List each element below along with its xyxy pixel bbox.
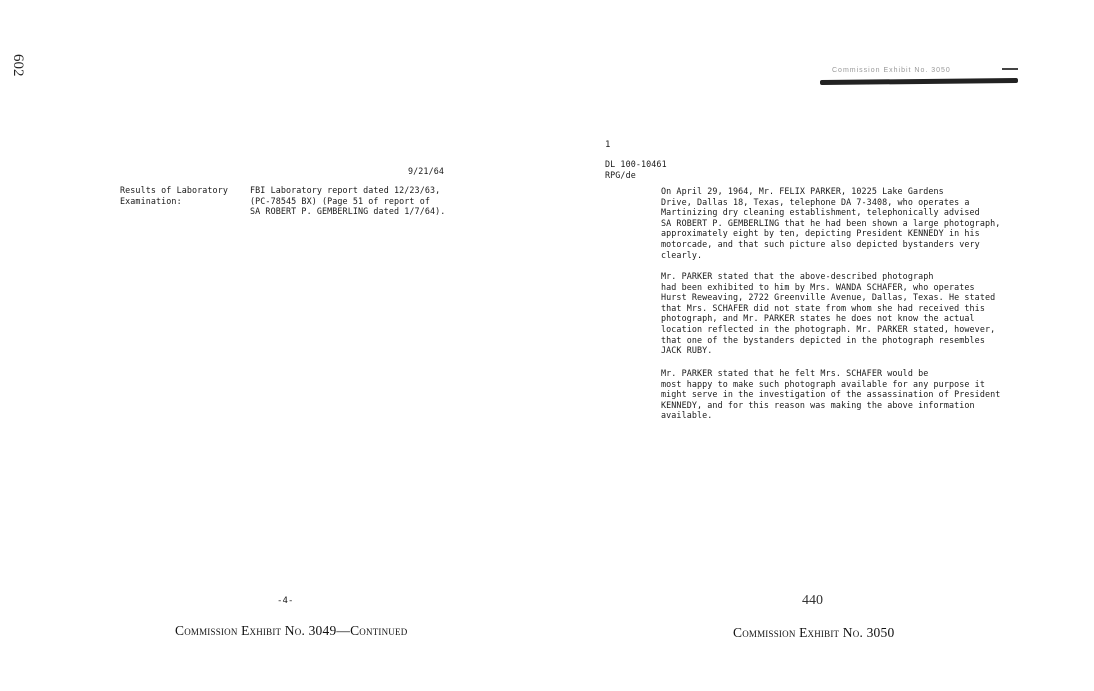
paragraph-line: Martinizing dry cleaning establishment, telephonically advised (661, 207, 980, 218)
paragraph-line: had been exhibited to him by Mrs. WANDA SCHAFER, who operates (661, 281, 975, 292)
paragraph-line: Drive, Dallas 18, Texas, telephone DA 7-3408, who operates a (661, 196, 970, 207)
lab-results-text (250, 185, 480, 217)
paragraph-line: JACK RUBY. (661, 345, 713, 356)
paragraph-line: motorcade, and that such picture also depicted bystanders very (661, 238, 980, 249)
paragraph-line: photograph, and Mr. PARKER states he does not know the actual (661, 313, 975, 324)
paragraph-line: Hurst Reweaving, 2722 Greenville Avenue, Dallas, Texas. He stated (661, 292, 996, 303)
paragraph-line: approximately eight by ten, depicting President KENNEDY in his (661, 228, 980, 239)
paragraph-line: SA ROBERT P. GEMBERLING that he had been shown a large photograph, (661, 217, 1001, 228)
paragraph-1 (605, 186, 1001, 260)
left-caption-text: Commission Exhibit No. 3049—Continued (175, 623, 408, 638)
left-footer-page-number: -4- (277, 596, 294, 606)
paragraph-line: location reflected in the photograph. Mr. PARKER stated, however, (661, 323, 996, 334)
lab-label-line: Results of Laboratory (120, 185, 228, 195)
typist-initials: RPG/de (605, 170, 636, 180)
lab-text-line: FBI Laboratory report dated 12/23/63, (250, 185, 441, 195)
file-number: DL 100-10461 (605, 159, 667, 169)
document-date: 9/21/64 (408, 166, 444, 176)
right-exhibit-caption (733, 625, 894, 641)
paragraph-line: might serve in the investigation of the assassination of President (661, 389, 1001, 400)
paragraph-line: available. (661, 410, 713, 421)
header-stamp-mark (1002, 68, 1018, 70)
paragraph-line: that Mrs. SCHAFER did not state from whom she had received this (661, 302, 985, 313)
paragraph-line: clearly. (661, 249, 703, 260)
header-stamp-text: Commission Exhibit No. 3050 (832, 67, 951, 74)
paragraph-2 (605, 271, 996, 356)
paragraph-line: KENNEDY, and for this reason was making the above information (661, 399, 975, 410)
lab-label-line: Examination: (120, 195, 182, 206)
left-exhibit-caption (175, 623, 407, 639)
paragraph-line: that one of the bystanders depicted in the photograph resembles (661, 334, 985, 345)
paragraph-3 (605, 368, 1001, 421)
lab-results-label (120, 185, 245, 206)
paragraph-line: most happy to make such photograph available for any purpose it (661, 378, 985, 389)
vertical-page-number: 602 (10, 54, 26, 77)
header-stamp (820, 62, 1020, 90)
header-stamp-bar (820, 78, 1018, 85)
lab-text-line: SA ROBERT P. GEMBERLING dated 1/7/64). (250, 206, 446, 217)
right-footer-page-number: 440 (802, 593, 823, 608)
paragraph-line: On April 29, 1964, Mr. FELIX PARKER, 10225 Lake Gardens (661, 186, 944, 196)
paragraph-line: Mr. PARKER stated that the above-described photograph (661, 271, 934, 281)
lab-text-line: (PC-78545 BX) (Page 51 of report of (250, 195, 430, 206)
paragraph-line: Mr. PARKER stated that he felt Mrs. SCHAFER would be (661, 368, 929, 378)
right-page-number: 1 (605, 140, 611, 150)
right-caption-text: Commission Exhibit No. 3050 (733, 625, 895, 640)
